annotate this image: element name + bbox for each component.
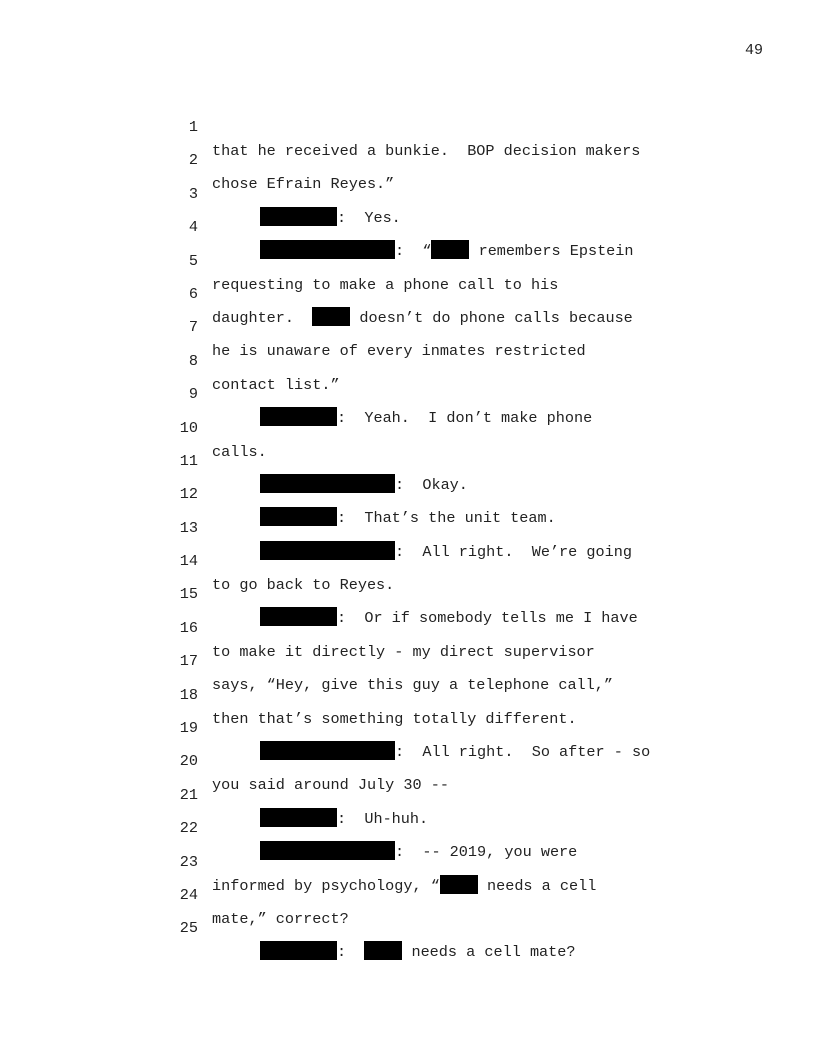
line-number: 6 [188,284,198,303]
line-number: 1 [188,118,198,136]
line-number: 3 [188,184,198,203]
line-text: says, “Hey, give this guy a telephone call,” [212,676,614,695]
line-text-continued: needs a cell [477,876,597,895]
line-text: : “ [395,242,432,261]
redacted-speaker [260,941,337,960]
line-number: 5 [188,251,198,270]
transcript-line [0,258,816,327]
line-number: 7 [188,318,198,337]
line-number: 24 [179,885,198,904]
line-text: : All right. So after - so [395,743,651,762]
line-text: : All right. We’re going [395,542,632,561]
line-text-continued: needs a cell mate? [402,943,576,962]
line-text: : [337,943,365,962]
transcript-line [0,492,816,561]
line-number: 17 [179,652,198,671]
line-number: 14 [179,552,198,571]
line-number: 18 [179,685,198,704]
line-text: contact list.” [212,375,340,394]
transcript-line [0,124,816,194]
line-text: informed by psychology, “ [212,876,440,895]
line-text: then that’s something totally different. [212,709,577,728]
line-text: : Or if somebody tells me I have [337,609,638,628]
line-text: : Uh-huh. [337,809,429,828]
line-number: 23 [179,852,198,871]
transcript-line [0,659,816,728]
line-number: 8 [188,351,198,370]
line-number: 19 [179,719,198,738]
transcript-line [0,158,816,227]
transcript-line [0,291,816,361]
line-text: requesting to make a phone call to his [212,275,559,294]
page-number: 49 [744,42,763,59]
transcript-line [0,759,816,828]
transcript-line [0,425,816,494]
line-text: that he received a bunkie. BOP decision makers [212,142,641,160]
line-number: 9 [188,385,198,404]
line-number: 2 [188,151,198,170]
line-number: 10 [179,418,198,437]
transcript-line [0,859,816,928]
line-text: mate,” correct? [212,909,349,928]
line-text-continued: remembers Epstein [469,242,634,261]
line-text: daughter. [212,308,313,327]
transcript-body [0,91,816,962]
line-text-continued: doesn’t do phone calls because [350,308,633,327]
line-number: 13 [179,518,198,537]
line-text: to make it directly - my direct supervisor [212,642,595,661]
line-number: 4 [188,218,198,237]
line-text: chose Efrain Reyes.” [212,175,395,194]
line-text: to go back to Reyes. [212,576,395,595]
line-number: 16 [179,618,198,637]
transcript-line [0,91,816,160]
line-text: : Okay. [395,475,468,494]
redacted-name [364,941,402,960]
line-text: you said around July 30 -- [212,776,449,795]
line-number: 21 [179,785,198,804]
line-text: : That’s the unit team. [337,509,556,528]
transcript-line [0,325,816,394]
line-number: 20 [179,752,198,771]
transcript-line [0,191,816,261]
transcript-line [0,592,816,661]
line-text: : Yes. [337,208,401,227]
transcript-line [0,225,816,294]
line-number: 22 [179,819,198,838]
line-text: : -- 2019, you were [395,843,578,862]
line-number: 15 [179,585,198,604]
line-text: : Yeah. I don’t make phone [337,409,593,428]
line-text: he is unaware of every inmates restricted [212,342,586,361]
transcript-line [0,892,816,962]
line-text: calls. [212,442,267,461]
line-number: 25 [179,919,198,938]
line-number: 11 [179,451,198,470]
line-number: 12 [179,485,198,504]
